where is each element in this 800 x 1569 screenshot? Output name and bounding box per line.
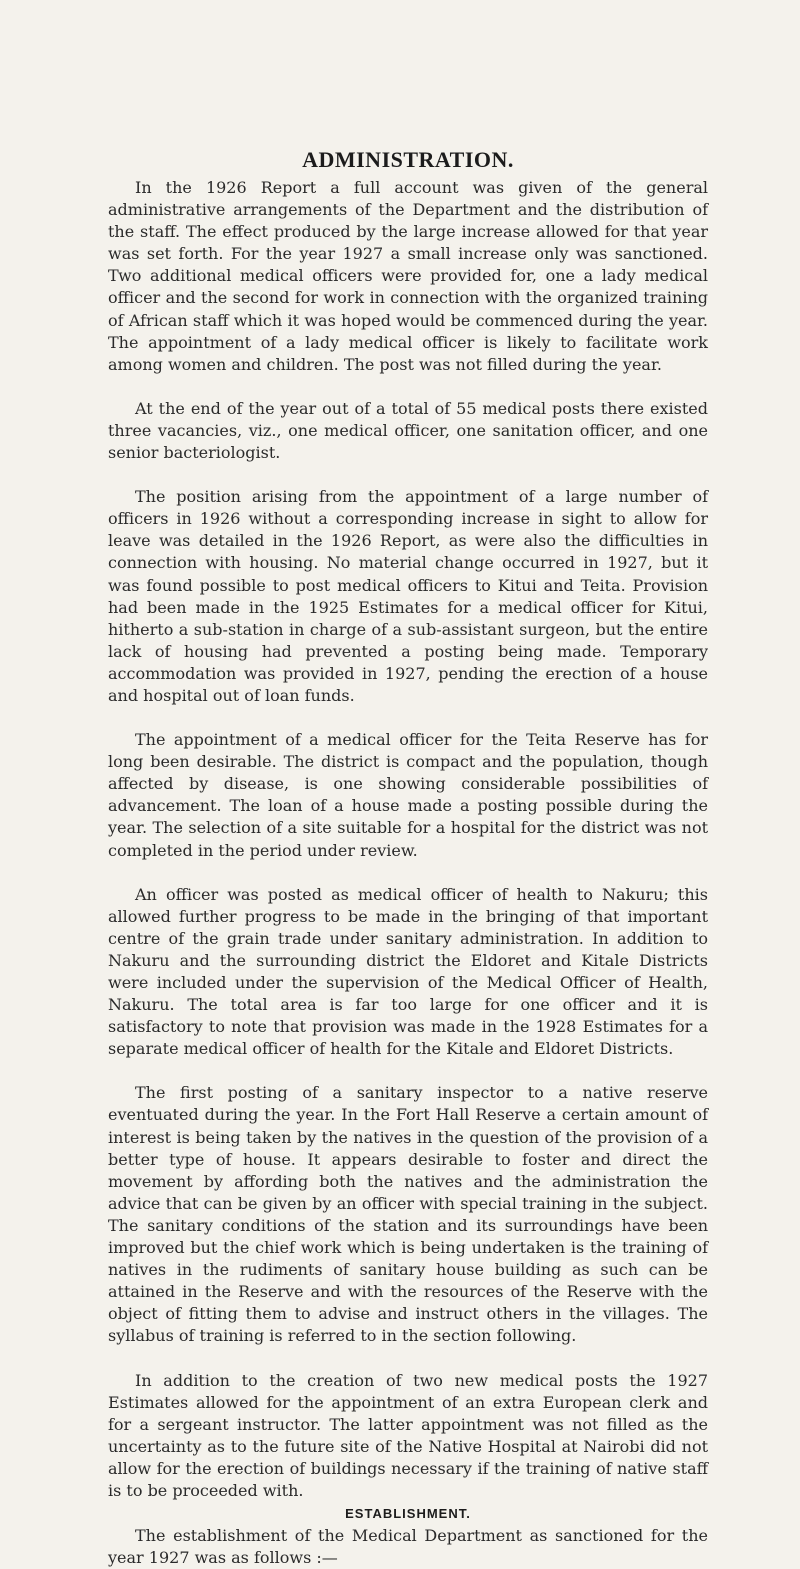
paragraph-2: At the end of the year out of a total of 55 medical posts there existed three vacancies, viz., one medical officer, one sanitation officer, and one senior bacteriologist. (108, 398, 708, 463)
paragraph-7: In addition to the creation of two new medical posts the 1927 Estimates allowed for the appointment of an extra European clerk and for a sergeant instructor. The latter appointment was not filled as the uncertainty as to the future site of the Native Hospital at Nairobi did not allow for the erection of buildings necessary if the training of native staff is to be proceeded with. (108, 1370, 708, 1500)
paragraph-1: In the 1926 Report a full account was given of the general administrative arrangements of the Department and the distribution of the staff. The effect produced by the large increase allowed for that year was set forth. For the year 1927 a small increase only was sanctioned. Two additional medical officers were provided for, one a lady medical officer and the second for work in connection with the organized training of African staff which it was hoped would be commenced during the year. The appointment of a lady medical officer is likely to facilitate work among women and children. The post was not filled during the year. (108, 178, 708, 374)
paragraph-5: An officer was posted as medical officer of health to Nakuru; this allowed further progress to be made in the bringing of that important centre of the grain trade under sanitary administration. In addition to Nakuru and the surrounding district the Eldoret and Kitale Districts were included under the supervision of the Medical Officer of Health, Nakuru. The total area is far too large for one officer and it is satisfactory to note that provision was made in the 1928 Estimates for a separate medical officer of health for the Kitale and Eldoret Districts. (108, 884, 708, 1059)
paragraph-4: The appointment of a medical officer for the Teita Reserve has for long been desirable. The district is compact and the population, though affected by disease, is one showing considerable possibilities of advancement. The loan of a house made a posting possible during the year. The selection of a site suitable for a hospital for the district was not completed in the period under review. (108, 730, 708, 860)
document-page (108, 147, 708, 1569)
paragraph-6: The first posting of a sanitary inspector to a native reserve eventuated during the year. In the Fort Hall Reserve a certain amount of interest is being taken by the natives in the question of the provision of a better type of house. It appears desirable to foster and direct the movement by affording both the natives and the administration the advice that can be given by an officer with special training in the subject. The sanitary conditions of the station and its surroundings have been improved but the chief work which is being undertaken is the training of natives in the rudiments of sanitary house building as such can be attained in the Reserve and with the resources of the Reserve with the object of fitting them to advise and instruct others in the villages. The syllabus of training is referred to in the section following. (108, 1083, 708, 1346)
establishment-subheading: ESTABLISHMENT. (345, 1506, 471, 1522)
closing-paragraph: The establishment of the Medical Department as sanctioned for the year 1927 was as follows :— (108, 1526, 708, 1568)
section-heading: ADMINISTRATION. (302, 147, 514, 172)
paragraph-3: The position arising from the appointment of a large number of officers in 1926 without a corresponding increase in sight to allow for leave was detailed in the 1926 Report, as were also the difficulties in connection with housing. No material change occurred in 1927, but it was found possible to post medical officers to Kitui and Teita. Provision had been made in the 1925 Estimates for a medical officer for Kitui, hitherto a sub-station in charge of a sub-assistant surgeon, but the entire lack of housing had prevented a posting being made. Temporary accommodation was provided in 1927, pending the erection of a house and hospital out of loan funds. (108, 487, 708, 705)
